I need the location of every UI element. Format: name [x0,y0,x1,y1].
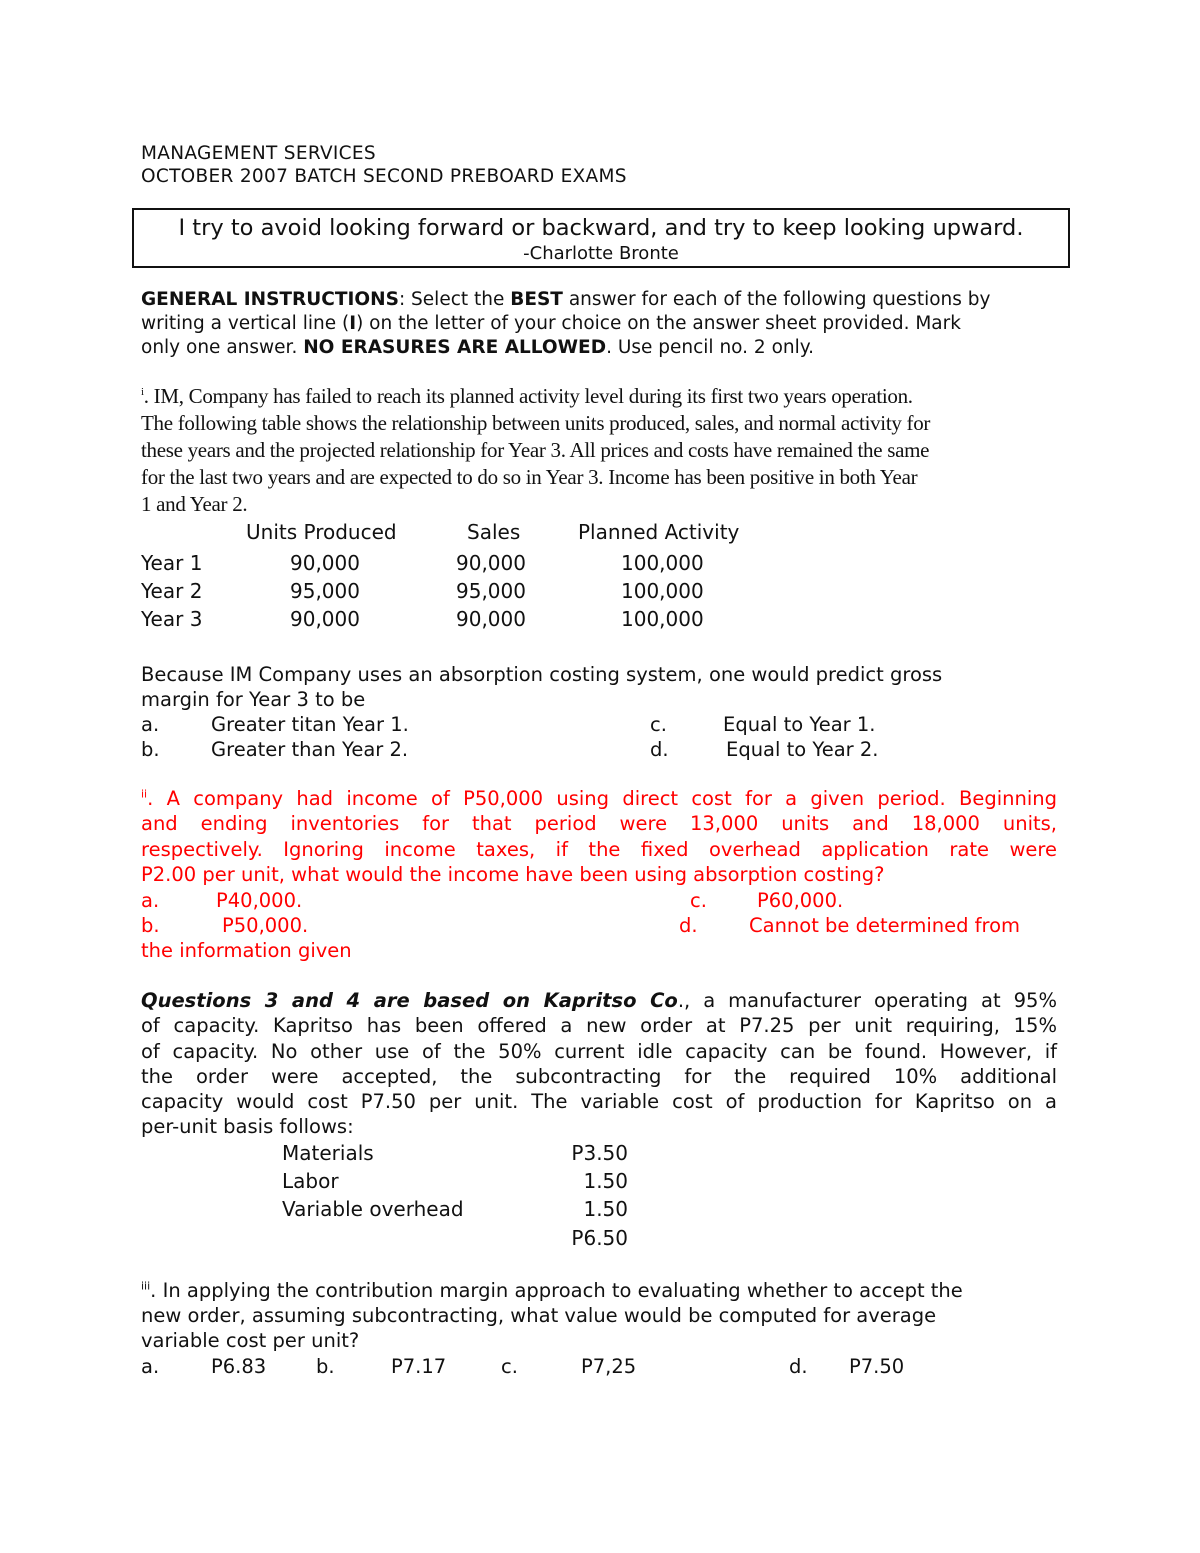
cost-amount: 1.50 [583,1169,628,1193]
cost-amount: P3.50 [571,1141,628,1165]
q3-line-2: new order, assuming subcontracting, what value would be computed for average [141,1304,937,1327]
q2-number: ii [141,787,148,801]
cost-item: Variable overhead [282,1197,464,1221]
table-cell: 90,000 [456,607,526,631]
choice-letter: c. [690,889,707,912]
choice-text: P7.17 [391,1355,447,1378]
table-cell: 95,000 [456,579,526,603]
quote-author: -Charlotte Bronte [523,243,679,264]
table-row-label: Year 1 [141,551,203,575]
instructions-line-2: writing a vertical line (I) on the letter of your choice on the answer sheet provided. Mark [141,313,961,334]
choice-text: Cannot be determined from [749,914,1021,937]
q34-line-2: of capacity. Kapritso has been offered a new order at P7.25 per unit requiring, 15% [141,1014,1057,1038]
choice-letter: d. [679,914,698,937]
choice-letter: d. [650,738,669,761]
quote-text: I try to avoid looking forward or backward, and try to keep looking upward. [178,215,1024,241]
q34-intro-bold: Questions 3 and 4 are based on Kapritso Co [141,989,678,1012]
q1-line-2: The following table shows the relationship between units produced, sales, and normal activity for [141,411,931,435]
q34-line-5: capacity would cost P7.50 per unit. The variable cost of production for Kapritso on a [141,1090,1057,1114]
choice-text: Equal to Year 2. [726,738,879,761]
no-erasures-text: NO ERASURES ARE ALLOWED [303,337,607,358]
q34-line-3: of capacity. No other use of the 50% current idle capacity can be found. However, if [141,1039,1057,1063]
q1-stem-line-1: Because IM Company uses an absorption costing system, one would predict gross [141,663,943,686]
choice-letter: a. [141,713,160,736]
choice-letter: b. [141,914,160,937]
choice-letter: b. [141,738,160,761]
table-cell: 90,000 [456,551,526,575]
table-cell: 95,000 [290,579,360,603]
table-header-planned-activity: Planned Activity [578,520,740,544]
cost-item: Labor [282,1169,339,1193]
table-cell: 100,000 [621,579,704,603]
q34-intro [141,988,1057,1140]
table-cell: 100,000 [621,607,704,631]
q2-line-2: and ending inventories for that period were 13,000 units and 18,000 units, [141,812,1057,836]
q3-line-1: $^{iii}$. In applying the contribution margin approach to evaluating whether to accept the [141,1279,963,1302]
choice-text: P7,25 [581,1355,637,1378]
q1-line-5: 1 and Year 2. [141,492,248,516]
table-cell: 100,000 [621,551,704,575]
choice-text: Equal to Year 1. [723,713,876,736]
q2-line-4: P2.00 per unit, what would the income have been using absorption costing? [141,862,885,886]
choice-text: P7.50 [849,1355,905,1378]
q1-line-1: $^i$. IM, Company has failed to reach its planned activity level during its first two years operation. [141,384,913,408]
cost-amount: 1.50 [583,1197,628,1221]
choice-letter: c. [501,1355,518,1378]
table-header-units-produced: Units Produced [246,520,397,544]
choice-letter: b. [316,1355,335,1378]
q3-number: iii [141,1279,151,1293]
instructions-label: GENERAL INSTRUCTIONS [141,289,399,310]
choice-text: P50,000. [222,914,309,937]
q34-line-4: the order were accepted, the subcontracting for the required 10% additional [141,1064,1057,1088]
q1-stem-line-2: margin for Year 3 to be [141,688,366,711]
choice-text: Greater titan Year 1. [211,713,409,736]
table-row-label: Year 3 [141,607,203,631]
table-header-sales: Sales [467,520,521,544]
choice-text: P40,000. [216,889,303,912]
choice-text: P6.83 [211,1355,267,1378]
choice-letter: a. [141,1355,160,1378]
table-row-label: Year 2 [141,579,203,603]
choice-text: P60,000. [757,889,844,912]
instructions-line-1: GENERAL INSTRUCTIONS: Select the BEST answer for each of the following questions by [141,289,991,310]
table-cell: 90,000 [290,551,360,575]
choice-text: Greater than Year 2. [211,738,409,761]
cost-total: P6.50 [571,1226,628,1250]
cost-item: Materials [282,1141,374,1165]
q34-line-1: Questions 3 and 4 are based on Kapritso Co., a manufacturer operating at 95% [141,989,1057,1012]
quote-box [132,208,1070,268]
instructions-line-3: only one answer. NO ERASURES ARE ALLOWED. Use pencil no. 2 only. [141,337,814,358]
instructions-best: BEST [510,289,563,310]
choice-letter: a. [141,889,160,912]
table-cell: 90,000 [290,607,360,631]
choice-letter: c. [650,713,667,736]
q1-line-3: these years and the projected relationship for Year 3. All prices and costs have remained the same [141,438,930,462]
q34-line-6: per-unit basis follows: [141,1115,354,1139]
choice-letter: d. [789,1355,808,1378]
q3-line-3: variable cost per unit? [141,1329,360,1352]
q2-line-1: $^{ii}$. A company had income of P50,000 using direct cost for a given period. Beginning [141,787,1057,810]
q2-text [141,786,1057,887]
header-subtitle: OCTOBER 2007 BATCH SECOND PREBOARD EXAMS [141,166,627,187]
q1-line-4: for the last two years and are expected to do so in Year 3. Income has been positive in both Year [141,465,918,489]
header-title: MANAGEMENT SERVICES [141,143,376,164]
q2-choice-wrap: the information given [141,939,352,962]
q1-number: i [141,386,144,398]
q2-line-3: respectively. Ignoring income taxes, if the fixed overhead application rate were [141,837,1057,861]
